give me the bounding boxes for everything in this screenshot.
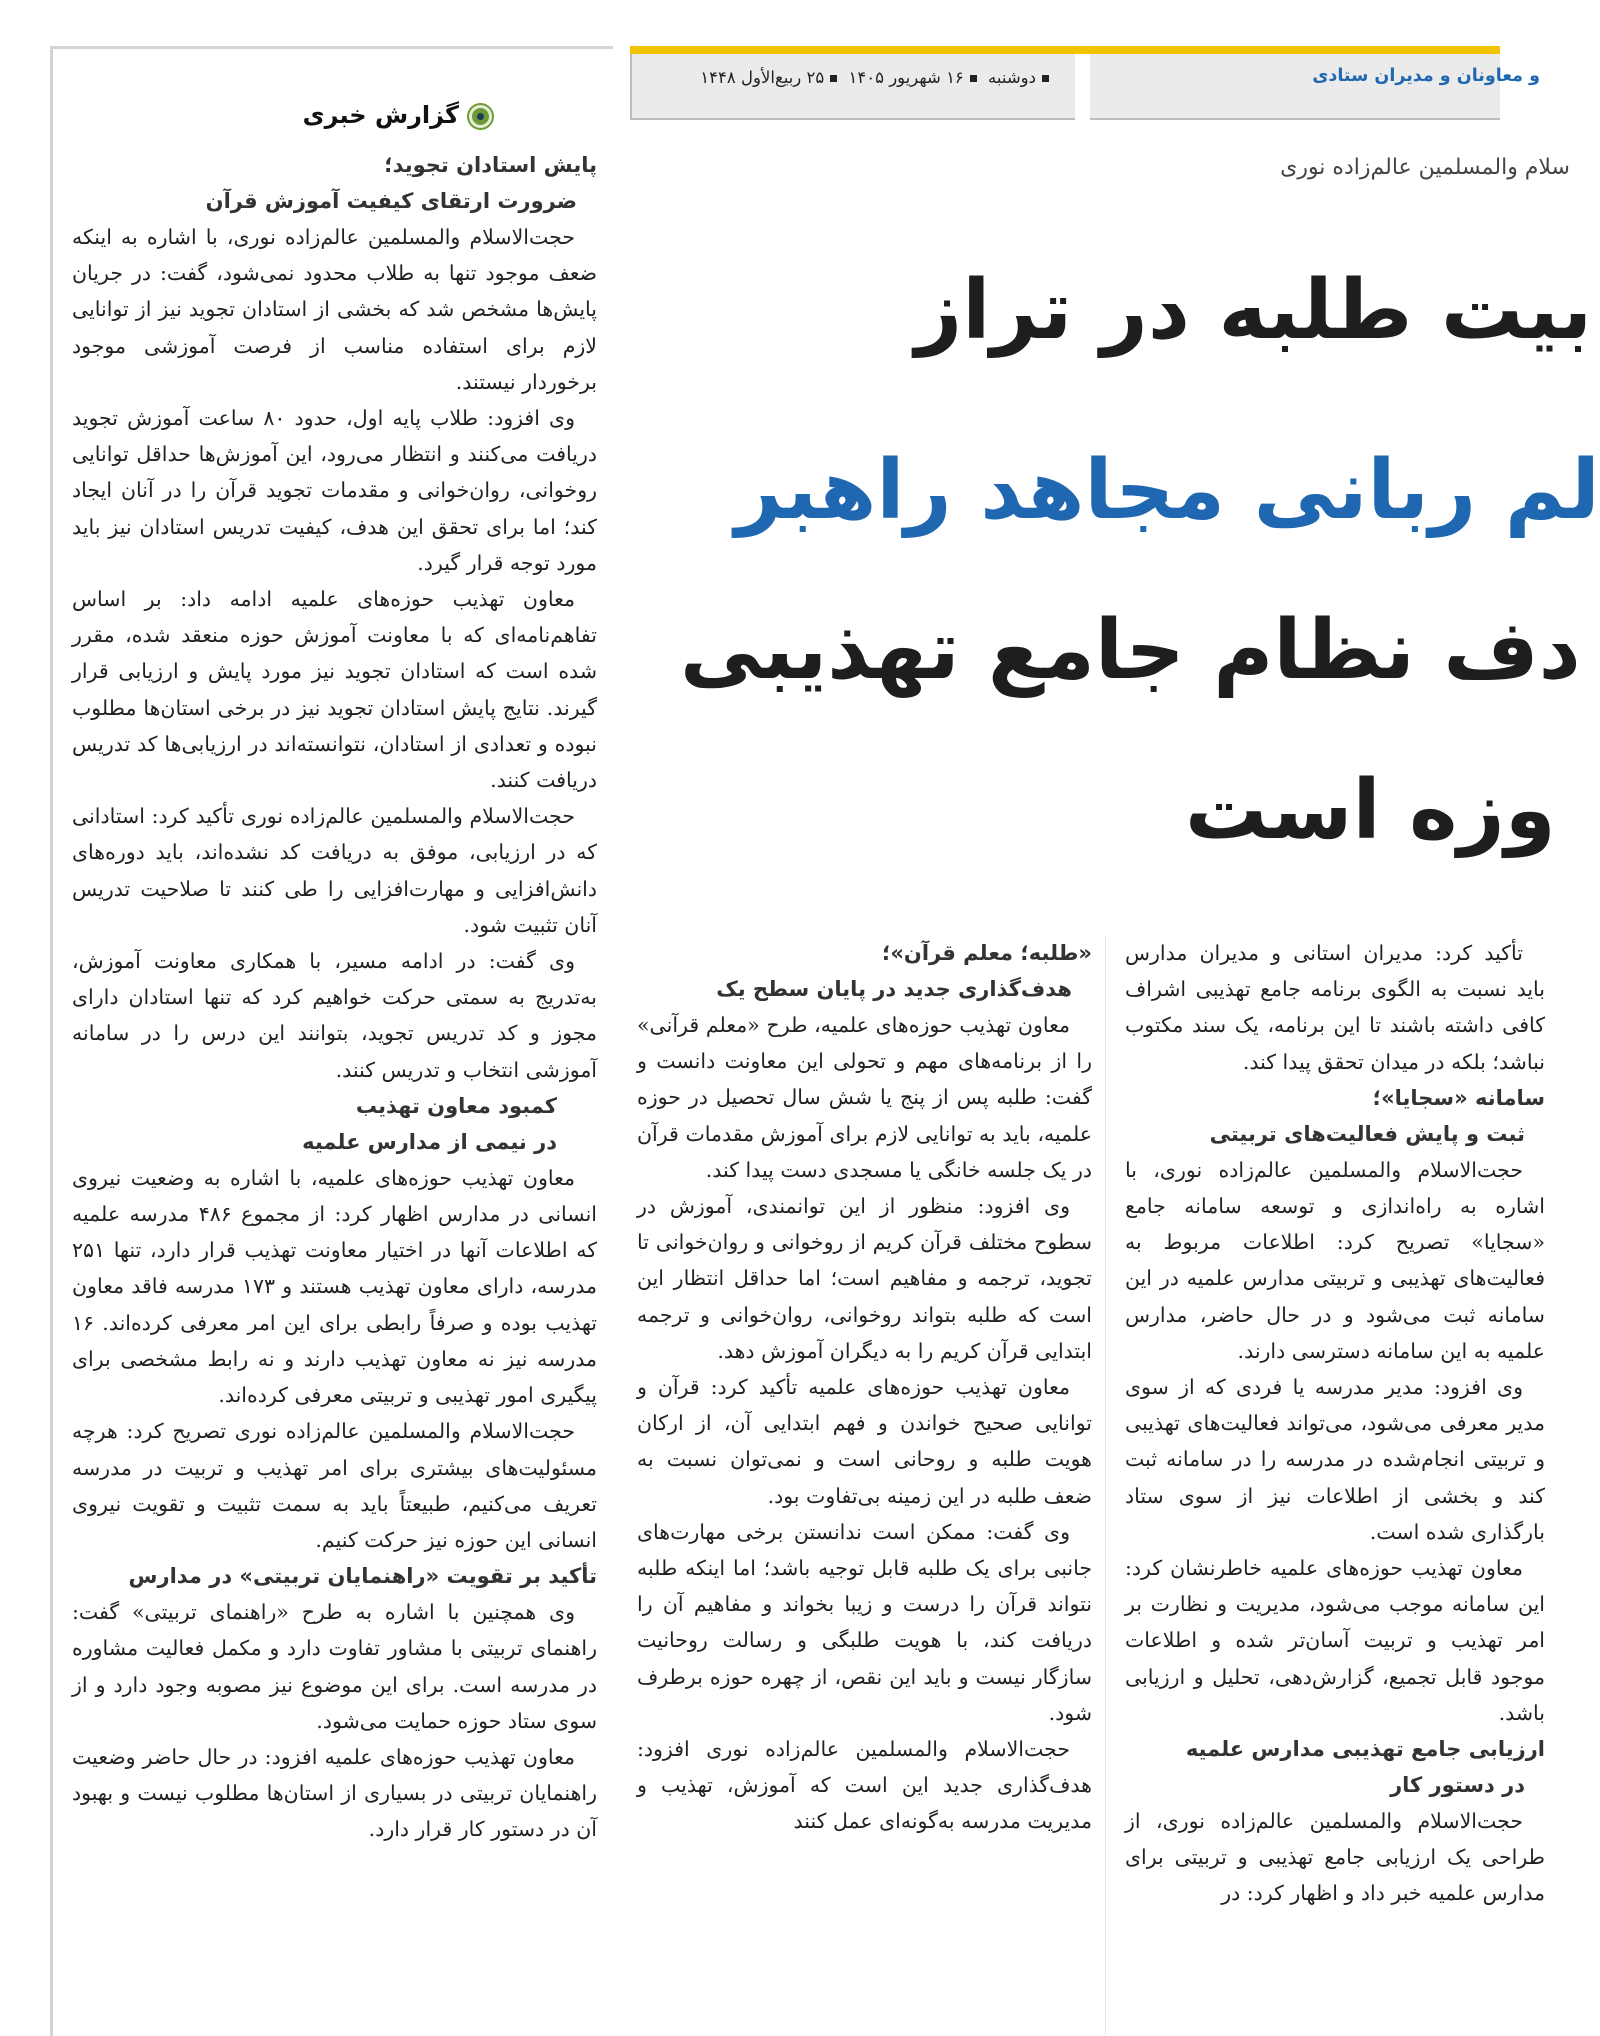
bullet-icon bbox=[830, 75, 837, 82]
paragraph: وی افزود: منظور از این توانمندی، آموزش در سطوح مختلف قرآن کریم از روخوانی و روان‌خوانی تا تجوید، ترجمه و مفاهیم است؛ اما حداقل انتظار این است که طلبه بتواند روخوانی، روان‌خوانی و ترجمه ابتدایی قرآن کریم را به دیگران آموزش دهد. bbox=[637, 1194, 1092, 1363]
right-column bbox=[1125, 935, 1545, 1912]
header-accent-bar bbox=[630, 46, 1500, 54]
paragraph: وی افزود: طلاب پایه اول، حدود ۸۰ ساعت آموزش تجوید دریافت می‌کنند و انتظار می‌رود، این آموزش‌ها حداقل توانایی روخوانی، روان‌خوانی و مقدمات تجوید قرآن را در آنان ایجاد کند؛ اما برای تحقق این هدف، کیفیت تدریس استادان نیز باید مورد توجه قرار گیرد. bbox=[72, 406, 597, 575]
paragraph: معاون تهذیب حوزه‌های علمیه افزود: در حال حاضر وضعیت راهنمایان تربیتی در بسیاری از استان‌ها مطلوب نیست و بهبود آن در دستور کار قرار دارد. bbox=[72, 1744, 597, 1842]
subheading: تأکید بر تقویت «راهنمایان تربیتی» در مدارس bbox=[128, 1564, 597, 1589]
paragraph: معاون تهذیب حوزه‌های علمیه خاطرنشان کرد: این سامانه موجب می‌شود، مدیریت و نظارت بر امر تهذیب و تربیت آسان‌تر شده و اطلاعات موجود قابل تجمیع، گزارش‌دهی، تحلیل و ارزیابی باشد. bbox=[1125, 1556, 1545, 1725]
paragraph: معاون تهذیب حوزه‌های علمیه ادامه داد: بر اساس تفاهم‌نامه‌ای که با معاونت آموزش حوزه منعقد شده، مقرر شده است که استادان تجوید نیز مورد پایش و ارزیابی قرار گیرند. نتایج پایش استادان تجوید نیز در برخی استان‌ها مطلوب نبوده و تعدادی از استادان، نتوانسته‌اند در ارزیابی‌ها کد تدریس دریافت کنند. bbox=[72, 587, 597, 793]
date-day: دوشنبه bbox=[988, 68, 1036, 87]
subheading: ارزیابی جامع تهذیبی مدارس علمیه bbox=[1185, 1737, 1545, 1762]
subheading: ثبت و پایش فعالیت‌های تربیتی bbox=[1209, 1121, 1525, 1146]
middle-column bbox=[637, 935, 1092, 1840]
subheading: در دستور کار bbox=[1390, 1773, 1525, 1798]
date-solar: ۱۶ شهریور ۱۴۰۵ bbox=[848, 68, 964, 87]
subheading: سامانه «سجایا»؛ bbox=[1372, 1085, 1545, 1110]
paragraph: معاون تهذیب حوزه‌های علمیه، با اشاره به وضعیت نیروی انسانی در مدارس اظهار کرد: از مجموع ۴۸۶ مدرسه علمیه که اطلاعات آنها در اختیار معاونت تهذیب قرار دارد، تنها ۲۵۱ مدرسه، دارای معاون تهذیب هستند و ۱۷۳ مدرسه فاقد معاون تهذیب بوده و صرفاً رابطی برای این امر معرفی کرده‌اند. ۱۶ مدرسه نیز نه معاون تهذیب دارند و نه رابط مشخصی برای پیگیری امور تهذیبی و تربیتی معرفی کرده‌اند. bbox=[72, 1165, 597, 1408]
paragraph: حجت‌الاسلام والمسلمین عالم‌زاده نوری تصریح کرد: هرچه مسئولیت‌های بیشتری برای امر تهذیب و تربیت در مدرسه تعریف می‌کنیم، طبیعتاً باید به سمت تثبیت و تقویت نیروی انسانی این حوزه نیز حرکت کنیم. bbox=[72, 1419, 597, 1552]
subheading: ضرورت ارتقای کیفیت آموزش قرآن bbox=[205, 189, 577, 213]
subheading: در نیمی از مدارس علمیه bbox=[302, 1129, 557, 1154]
subheading: «طلبه؛ معلم قرآن»؛ bbox=[881, 941, 1092, 965]
article-source: سلام والمسلمین عالم‌زاده نوری bbox=[1280, 155, 1570, 180]
subheading: کمبود معاون تهذیب bbox=[355, 1093, 557, 1118]
headline-line-2: لم ربانی مجاهد راهبر bbox=[735, 443, 1600, 538]
left-column bbox=[72, 95, 597, 1848]
date-lunar: ۲۵ ربیع‌الأول ۱۴۴۸ bbox=[700, 68, 825, 87]
bullet-circle-icon bbox=[469, 105, 492, 128]
section-title-bar bbox=[1090, 54, 1540, 120]
paragraph: وی همچنین با اشاره به طرح «راهنمای تربیتی» گفت: راهنمای تربیتی با مشاور تفاوت دارد و مکمل فعالیت مشاوره در مدرسه است. برای این موضوع نیز مصوبه وجود دارد و از سوی ستاد حوزه حمایت می‌شود. bbox=[72, 1600, 597, 1733]
headline-line-3: دف نظام جامع تهذیبی bbox=[680, 603, 1581, 698]
date-bar bbox=[630, 54, 1075, 120]
paragraph: معاون تهذیب حوزه‌های علمیه تأکید کرد: قرآن و توانایی صحیح خواندن و فهم ابتدایی آن، از ارکان هویت طلبه و روحانی است و نمی‌توان نسبت به ضعف طلبه در این زمینه بی‌تفاوت بود. bbox=[637, 1375, 1092, 1508]
column-divider bbox=[1105, 935, 1106, 2035]
subheading: پایش استادان تجوید؛ bbox=[384, 153, 597, 177]
section-title: و معاونان و مدیران ستادی bbox=[1312, 66, 1540, 86]
subheading: هدف‌گذاری جدید در پایان سطح یک bbox=[716, 977, 1072, 1001]
bullet-icon bbox=[1042, 75, 1049, 82]
paragraph: حجت‌الاسلام والمسلمین عالم‌زاده نوری، با اشاره به اینکه ضعف موجود تنها به طلاب محدود نمی‌شود، گفت: در جریان پایش‌ها مشخص شد که بخشی از استادان تجوید نیز از توانایی لازم برای استفاده مناسب از فرصت آموزشی موجود برخوردار نیستند. bbox=[72, 225, 597, 394]
paragraph: معاون تهذیب حوزه‌های علمیه، طرح «معلم قرآنی» را از برنامه‌های مهم و تحولی این معاونت دانست و گفت: طلبه پس از پنج یا شش سال تحصیل در حوزه علمیه، باید به توانایی لازم برای آموزش مقدمات قرآن در یک جلسه خانگی یا مسجدی دست پیدا کند. bbox=[637, 1013, 1092, 1182]
headline-line-1: بیت طلبه در تراز bbox=[915, 263, 1593, 358]
paragraph: حجت‌الاسلام والمسلمین عالم‌زاده نوری، با اشاره به راه‌اندازی و توسعه سامانه جامع «سجایا» تصریح کرد: اطلاعات مربوط به فعالیت‌های تهذیبی و تربیتی مدارس علمیه در این سامانه ثبت می‌شود و در حال حاضر، مدارس علمیه به این سامانه دسترسی دارند. bbox=[1125, 1157, 1545, 1363]
headline-line-4: وزه است bbox=[1185, 763, 1556, 858]
paragraph: وی گفت: در ادامه مسیر، با همکاری معاونت آموزش، به‌تدریج به سمتی حرکت خواهیم کرد که تنها استادان دارای مجوز و کد تدریس تجوید، بتوانند این درس را در سامانه آموزشی انتخاب و تدریس کنند. bbox=[72, 949, 597, 1082]
paragraph: حجت‌الاسلام والمسلمین عالم‌زاده نوری تأکید کرد: استادانی که در ارزیابی، موفق به دریافت کد نشده‌اند، باید دوره‌های دانش‌افزایی و مهارت‌افزایی را طی کنند تا صلاحیت تدریس آنان تثبیت شود. bbox=[72, 804, 597, 937]
paragraph: وی افزود: مدیر مدرسه یا فردی که از سوی مدیر معرفی می‌شود، می‌تواند فعالیت‌های تهذیبی و تربیتی انجام‌شده در مدرسه را در سامانه ثبت کند و بخشی از اطلاعات نیز از سوی ستاد بارگذاری شده است. bbox=[1125, 1375, 1545, 1544]
news-report-label: گزارش خبری bbox=[72, 95, 597, 135]
paragraph: حجت‌الاسلام والمسلمین عالم‌زاده نوری افزود: هدف‌گذاری جدید این است که آموزش، تهذیب و مدیریت مدرسه به‌گونه‌ای عمل کنند bbox=[637, 1737, 1092, 1834]
paragraph: وی گفت: ممکن است ندانستن برخی مهارت‌های جانبی برای یک طلبه قابل توجیه باشد؛ اما اینکه طلبه نتواند قرآن را درست و زیبا بخواند و مفاهیم آن را دریافت کند، با هویت طلبگی و رسالت روحانیت سازگار نیست و باید این نقص، از چهره حوزه برطرف شود. bbox=[637, 1519, 1092, 1725]
paragraph: حجت‌الاسلام والمسلمین عالم‌زاده نوری، از طراحی یک ارزیابی جامع تهذیبی و تربیتی برای مدارس علمیه خبر داد و اظهار کرد: در bbox=[1125, 1809, 1545, 1906]
paragraph: تأکید کرد: مدیران استانی و مدیران مدارس باید نسبت به الگوی برنامه جامع تهذیبی اشراف کافی داشته باشند تا این برنامه، یک سند مکتوب نباشد؛ بلکه در میدان تحقق پیدا کند. bbox=[1125, 941, 1545, 1074]
bullet-icon bbox=[970, 75, 977, 82]
